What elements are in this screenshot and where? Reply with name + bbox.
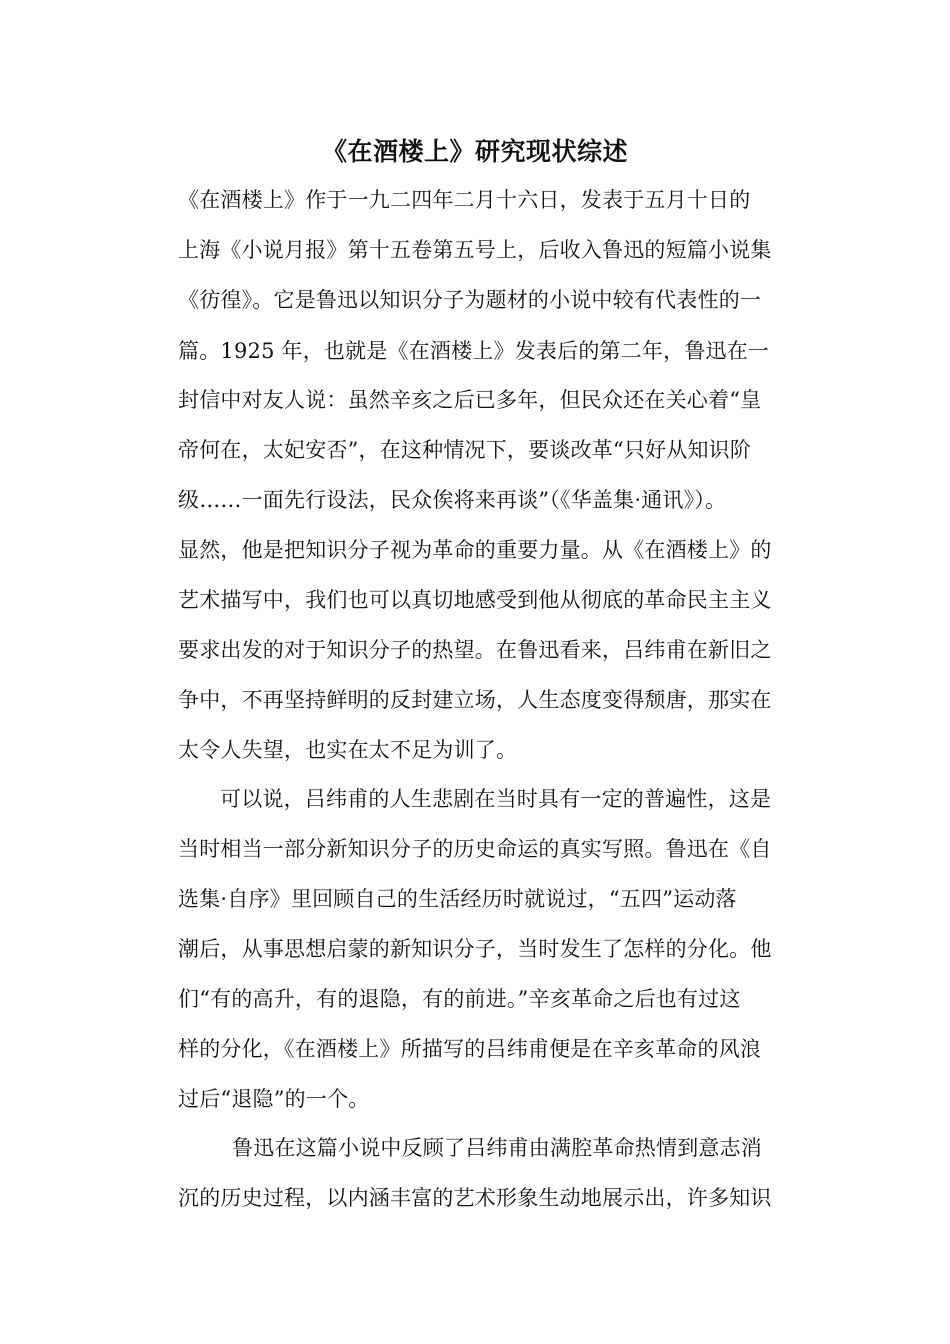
paragraph-line: 封信中对友人说：虽然辛亥之后已多年，但民众还在关心着“皇 [178,388,762,412]
paragraph-line: 当时相当一部分新知识分子的历史命运的真实写照。鲁迅在《自 [178,837,772,861]
paragraph-line: 帝何在，太妃安否”，在这种情况下，要谈改革“只好从知识阶 [178,438,752,462]
paragraph-line: 篇。1925 年，也就是《在酒楼上》发表后的第二年，鲁迅在一 [178,339,770,363]
paragraph-line: 上海《小说月报》第十五卷第五号上，后收入鲁迅的短篇小说集 [178,238,772,262]
paragraph-line: 艺术描写中，我们也可以真切地感受到他从彻底的革命民主主义 [178,588,772,612]
document-title: 《在酒楼上》研究现状综述 [321,137,628,166]
paragraph-line: 选集·自序》里回顾自己的生活经历时就说过，“五四”运动落 [178,887,737,911]
paragraph-line: 《在酒楼上》作于一九二四年二月十六日，发表于五月十日的 [178,188,751,212]
paragraph-line: 沉的历史过程，以内涵丰富的艺术形象生动地展示出，许多知识 [178,1186,772,1210]
paragraph-line: 要求出发的对于知识分子的热望。在鲁迅看来，吕纬甫在新旧之 [178,638,772,662]
paragraph-line: 可以说，吕纬甫的人生悲剧在当时具有一定的普遍性，这是 [220,787,772,811]
paragraph-line: 样的分化，《在酒楼上》所描写的吕纬甫便是在辛亥革命的风浪 [178,1037,762,1061]
paragraph-line: 潮后，从事思想启蒙的新知识分子，当时发生了怎样的分化。他 [178,937,772,961]
paragraph-line: 级……一面先行设法，民众俟将来再谈”（《华盖集·通讯》）。 [178,488,727,512]
paragraph-line: 们“有的高升，有的退隐，有的前进。”辛亥革命之后也有过这 [178,987,741,1011]
paragraph-line: 过后“退隐”的一个。 [178,1087,370,1111]
paragraph-line: 《彷徨》。它是鲁迅以知识分子为题材的小说中较有代表性的一 [178,288,762,312]
paragraph-line: 太令人失望，也实在太不足为训了。 [178,738,518,762]
paragraph-line: 显然，他是把知识分子视为革命的重要力量。从《在酒楼上》的 [178,538,772,562]
paragraph-line: 争中，不再坚持鲜明的反封建立场，人生态度变得颓唐，那实在 [178,688,772,712]
paragraph-line: 鲁迅在这篇小说中反顾了吕纬甫由满腔革命热情到意志消 [232,1136,762,1160]
